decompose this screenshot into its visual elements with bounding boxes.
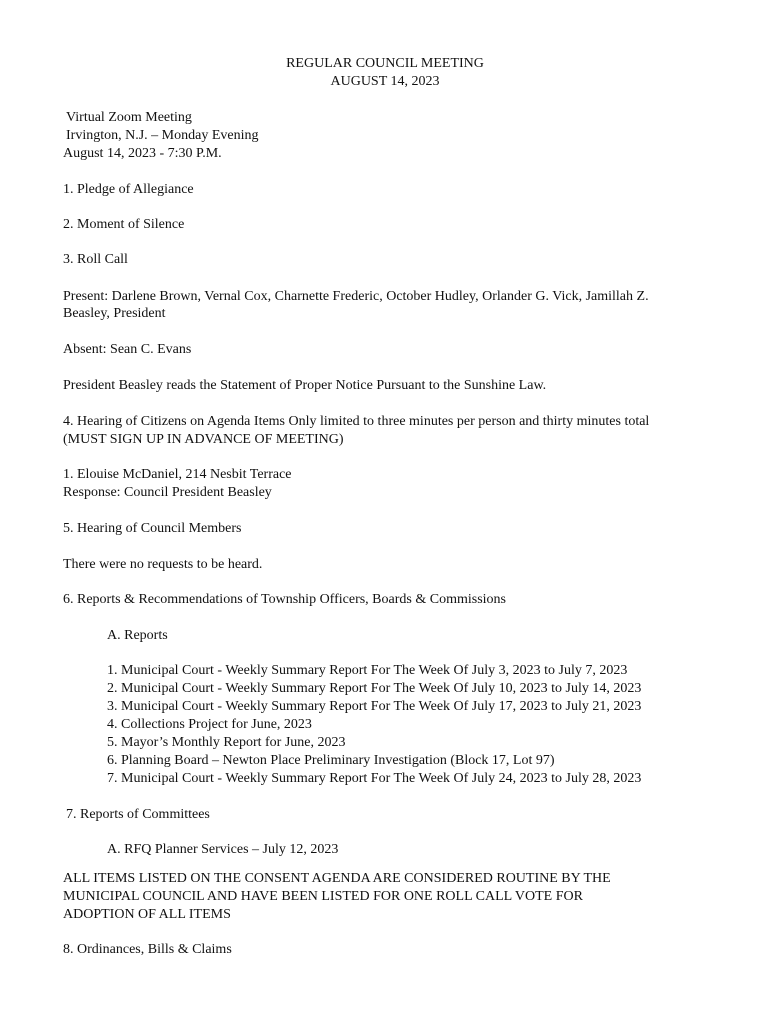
- reports-subheading: A. Reports: [107, 628, 168, 643]
- report-item: 6. Planning Board – Newton Place Preliminary Investigation (Block 17, Lot 97): [107, 753, 555, 768]
- consent-agenda-note-line-2: MUNICIPAL COUNCIL AND HAVE BEEN LISTED FOR ONE ROLL CALL VOTE FOR: [63, 889, 583, 904]
- item-reports-heading: 6. Reports & Recommendations of Township Officers, Boards & Commissions: [63, 592, 506, 607]
- document-title: REGULAR COUNCIL MEETING: [286, 56, 484, 71]
- item-hearing-of-citizens-line-2: (MUST SIGN UP IN ADVANCE OF MEETING): [63, 432, 344, 447]
- report-item: 5. Mayor’s Monthly Report for June, 2023: [107, 735, 346, 750]
- report-item: 1. Municipal Court - Weekly Summary Report For The Week Of July 3, 2023 to July 7, 2023: [107, 663, 628, 678]
- item-reports-of-committees: 7. Reports of Committees: [66, 807, 210, 822]
- item-hearing-of-citizens-line-1: 4. Hearing of Citizens on Agenda Items Only limited to three minutes per person and thirty minutes total: [63, 414, 650, 429]
- no-requests-note: There were no requests to be heard.: [63, 557, 263, 572]
- item-moment-of-silence: 2. Moment of Silence: [63, 217, 185, 232]
- meeting-type: Virtual Zoom Meeting: [66, 110, 192, 125]
- meeting-datetime: August 14, 2023 - 7:30 P.M.: [63, 146, 222, 161]
- citizen-response: Response: Council President Beasley: [63, 485, 272, 500]
- item-ordinances-bills-claims: 8. Ordinances, Bills & Claims: [63, 942, 232, 957]
- report-item: 3. Municipal Court - Weekly Summary Report For The Week Of July 17, 2023 to July 21, 2023: [107, 699, 642, 714]
- absent-list: Absent: Sean C. Evans: [63, 342, 192, 357]
- meeting-location: Irvington, N.J. – Monday Evening: [66, 128, 259, 143]
- sunshine-law-statement: President Beasley reads the Statement of Proper Notice Pursuant to the Sunshine Law.: [63, 378, 547, 393]
- present-list-line-2: Beasley, President: [63, 306, 166, 321]
- item-pledge: 1. Pledge of Allegiance: [63, 182, 194, 197]
- item-hearing-of-council-members: 5. Hearing of Council Members: [63, 521, 242, 536]
- report-item: 7. Municipal Court - Weekly Summary Report For The Week Of July 24, 2023 to July 28, 2023: [107, 771, 642, 786]
- present-list-line-1: Present: Darlene Brown, Vernal Cox, Charnette Frederic, October Hudley, Orlander G. Vick, Jamillah Z.: [63, 289, 649, 304]
- report-item: 2. Municipal Court - Weekly Summary Report For The Week Of July 10, 2023 to July 14, 2023: [107, 681, 642, 696]
- citizen-speaker: 1. Elouise McDaniel, 214 Nesbit Terrace: [63, 467, 292, 482]
- consent-agenda-note-line-1: ALL ITEMS LISTED ON THE CONSENT AGENDA ARE CONSIDERED ROUTINE BY THE: [63, 871, 611, 886]
- consent-agenda-note-line-3: ADOPTION OF ALL ITEMS: [63, 907, 231, 922]
- report-item: 4. Collections Project for June, 2023: [107, 717, 312, 732]
- committee-report-item: A. RFQ Planner Services – July 12, 2023: [107, 842, 339, 857]
- document-date: AUGUST 14, 2023: [330, 74, 440, 89]
- item-roll-call: 3. Roll Call: [63, 252, 128, 267]
